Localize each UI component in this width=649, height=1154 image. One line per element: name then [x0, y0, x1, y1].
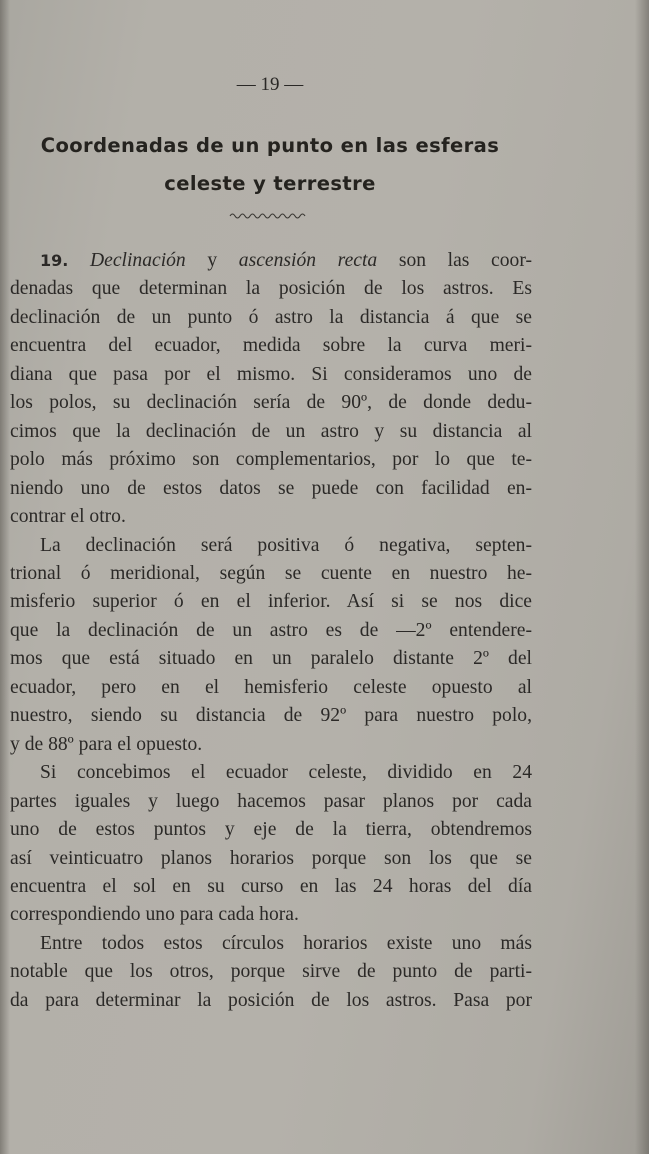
text-line: denadas que determinan la posición de los astros. Es [10, 278, 532, 300]
text-line: notable que los otros, porque sirve de punto de parti- [10, 961, 532, 983]
paragraph-2 [10, 532, 532, 760]
page-number: — 19 — [236, 74, 304, 95]
text-line: La declinación será positiva ó negativa, septen- [40, 534, 532, 556]
text-line: partes iguales y luego hacemos pasar planos por cada [10, 790, 532, 812]
wavy-divider-ornament [228, 210, 308, 222]
text-line: correspondiendo uno para cada hora. [10, 904, 299, 926]
text-line: nuestro, siendo su distancia de 92º para nuestro polo, [10, 705, 532, 727]
text-line: mos que está situado en un paralelo distante 2º del [10, 648, 532, 670]
text-line: uno de estos puntos y eje de la tierra, obtendremos [10, 819, 532, 841]
gutter-shadow [0, 0, 10, 1154]
text-line: niendo uno de estos datos se puede con facilidad en- [10, 477, 532, 499]
paragraph-3 [10, 759, 532, 930]
page-edge [635, 0, 649, 1154]
text-line: los polos, su declinación sería de 90º, de donde dedu- [10, 392, 532, 414]
term-ascension-recta: ascensión recta [238, 250, 378, 271]
text-line: da para determinar la posición de los astros. Pasa por [10, 989, 532, 1011]
text-line: declinación de un punto ó astro la distancia á que se [10, 306, 532, 328]
text-line: Entre todos estos círculos horarios existe uno más [40, 932, 532, 954]
text-line: cimos que la declinación de un astro y su distancia al [10, 420, 532, 442]
text-line: polo más próximo son complementarios, por lo que te- [10, 449, 532, 471]
text-line: diana que pasa por el mismo. Si consideramos uno de [10, 363, 532, 385]
text-line: encuentra el sol en su curso en las 24 horas del día [10, 875, 532, 897]
text-line: ecuador, pero en el hemisferio celeste opuesto al [10, 676, 532, 698]
paragraph-1 [10, 247, 532, 532]
connector: y [207, 250, 218, 271]
text-line: contrar el otro. [10, 506, 126, 528]
text-line: misferio superior ó en el inferior. Así si se nos dice [10, 591, 532, 613]
section-heading-line-2: celeste y terrestre [164, 172, 376, 195]
text-line: trional ó meridional, según se cuente en nuestro he- [10, 562, 532, 584]
text-line [10, 247, 532, 275]
section-heading-line-1: Coordenadas de un punto en las esferas [40, 134, 500, 157]
body-text [10, 247, 532, 1015]
text-line: encuentra del ecuador, medida sobre la curva meri- [10, 335, 532, 357]
line-rest: son las coor- [398, 250, 532, 271]
section-number: 19. [40, 251, 69, 270]
text-line: que la declinación de un astro es de —2º entendere- [10, 619, 532, 641]
term-declinacion: Declinación [89, 250, 186, 271]
text-line: así veinticuatro planos horarios porque son los que se [10, 847, 532, 869]
text-line: Si concebimos el ecuador celeste, dividido en 24 [40, 762, 532, 784]
text-line: y de 88º para el opuesto. [10, 733, 203, 755]
paragraph-4 [10, 930, 532, 1015]
